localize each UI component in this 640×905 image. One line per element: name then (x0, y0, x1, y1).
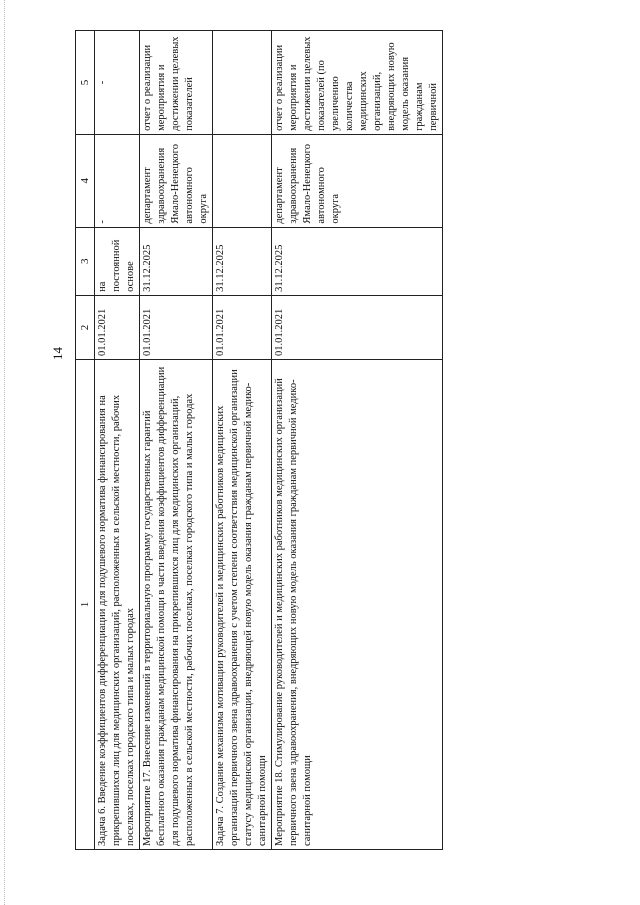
table-row (272, 31, 443, 850)
table-row (95, 31, 140, 850)
start-date: 01.01.2021 (272, 295, 443, 359)
table-row (140, 31, 213, 850)
start-date: 01.01.2021 (140, 295, 213, 359)
table-row (213, 31, 272, 850)
result (213, 31, 272, 135)
result: - (95, 31, 140, 135)
column-header-2: 2 (76, 295, 95, 359)
start-date: 01.01.2021 (213, 295, 272, 359)
column-header-4: 4 (76, 134, 95, 227)
column-header-3: 3 (76, 227, 95, 295)
responsible (213, 134, 272, 227)
task-description: Мероприятие 17. Внесение изменений в территориальную программу государственных гарантий бесплатного оказания гражданам медицинской помощи в части введения коэффициентов дифференциации для подушевого норматива финансирования на прикрепившихся лиц для медицинских организаций, расположенных в сельской местности, рабочих поселках, поселках городского типа и малых городах (140, 360, 213, 850)
result: отчет о реализации мероприятия и достижении целевых показателей (140, 31, 213, 135)
table-header-row (76, 31, 95, 850)
page-number: 14 (50, 347, 65, 360)
plan-table (75, 30, 443, 850)
responsible: - (95, 134, 140, 227)
task-description: Задача 7. Создание механизма мотивации руководителей и медицинских работников медицинских организаций первичного звена здравоохранения с учетом степени соответствия медицинской организации статусу медицинской организации, внедряющей новую модель оказания гражданам первичной медико-санитарной помощи (213, 360, 272, 850)
scan-edge (4, 0, 11, 905)
task-description: Мероприятие 18. Стимулирование руководителей и медицинских работников медицинских организаций первичного звена здравоохранения, внедряющих новую модель оказания гражданам первичной медико-санитарной помощи (272, 360, 443, 850)
responsible: департамент здравоохранения Ямало-Ненецкого автономного округа (140, 134, 213, 227)
column-header-5: 5 (76, 31, 95, 135)
end-date: 31.12.2025 (272, 227, 443, 295)
start-date: 01.01.2021 (95, 295, 140, 359)
responsible: департамент здравоохранения Ямало-Ненецкого автономного округа (272, 134, 443, 227)
end-date: 31.12.2025 (140, 227, 213, 295)
end-date: на постоянной основе (95, 227, 140, 295)
result: отчет о реализации мероприятия и достижении целевых показателей (по увеличению количества медицинских организаций, внедряющих новую модель оказания гражданам первичной (272, 31, 443, 135)
column-header-1: 1 (76, 360, 95, 850)
task-description: Задача 6. Введение коэффициентов дифференциации для подушевого норматива финансирования на прикрепившихся лиц для медицинских организаций, расположенных в сельской местности, рабочих поселках, поселках городского типа и малых городах (95, 360, 140, 850)
document-sheet (75, 30, 615, 850)
end-date: 31.12.2025 (213, 227, 272, 295)
